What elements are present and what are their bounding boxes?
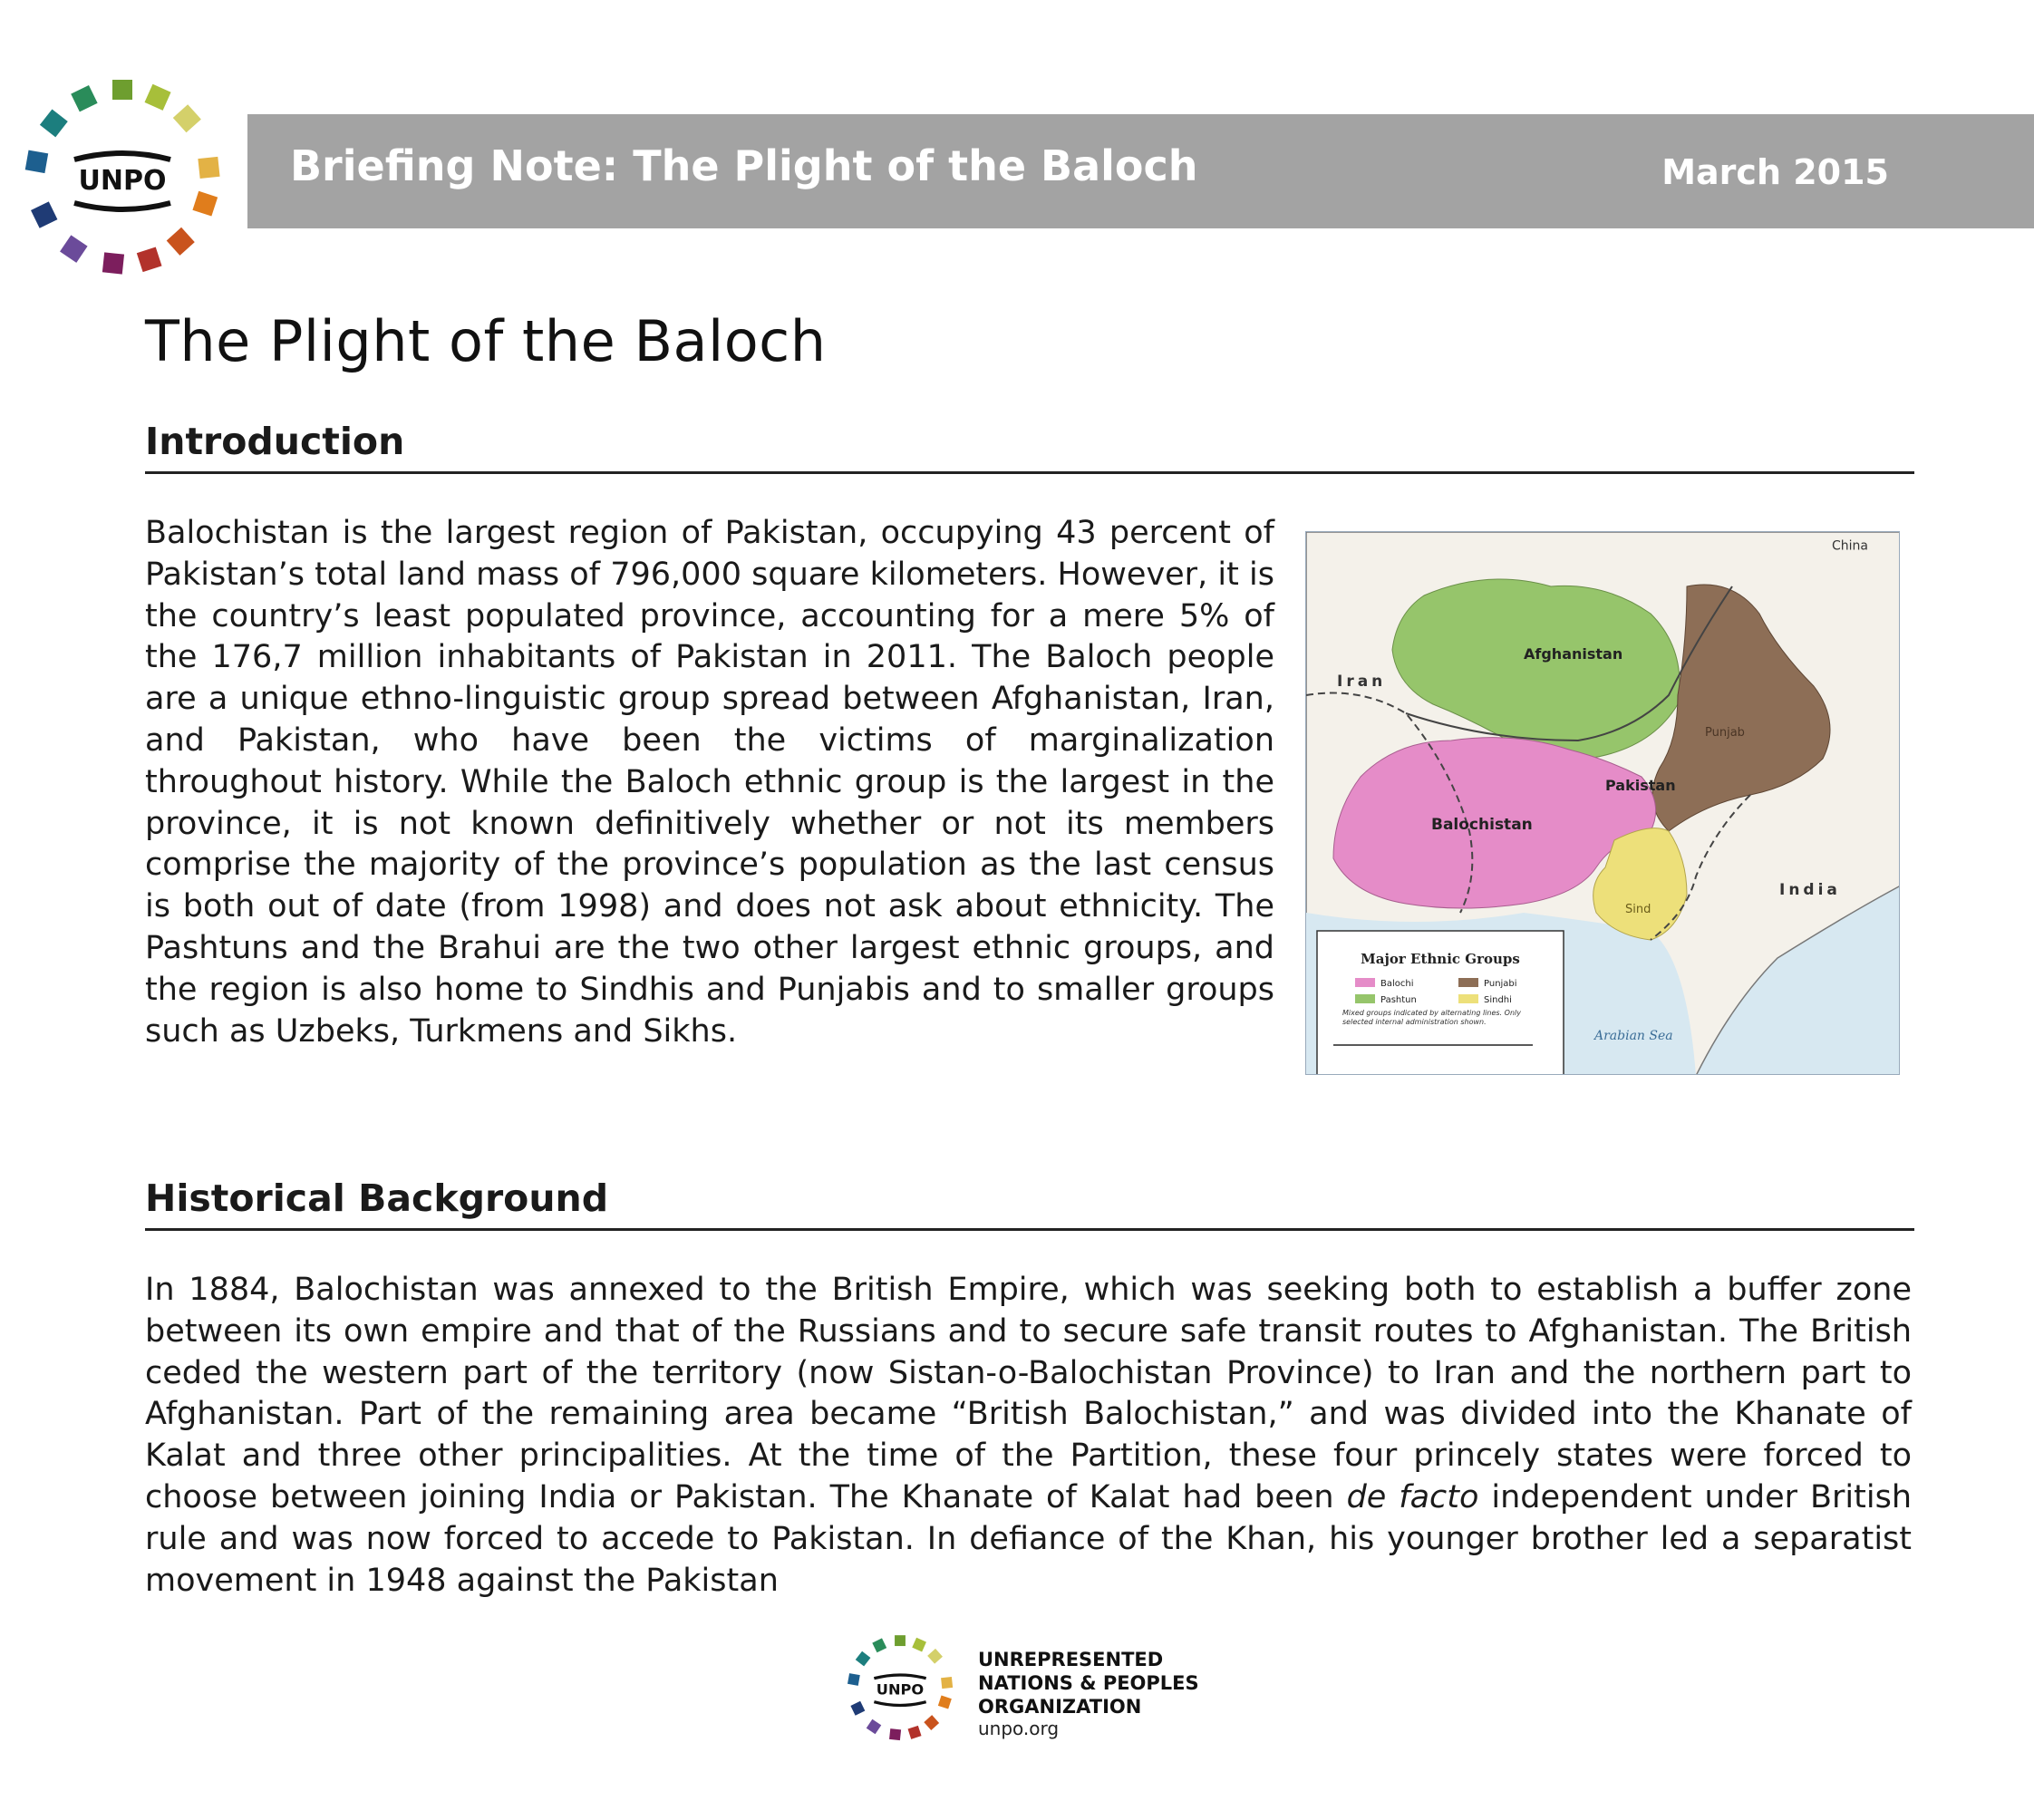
footer-org-line3: ORGANIZATION: [978, 1696, 1142, 1718]
legend-title: Major Ethnic Groups: [1361, 951, 1520, 967]
legend-label-punjabi: Punjabi: [1484, 979, 1517, 989]
section-heading-introduction: Introduction: [145, 420, 405, 463]
map-label-punjab: Punjab: [1705, 726, 1745, 740]
history-text-italic: de facto: [1346, 1478, 1479, 1515]
footer-unpo-logo: [846, 1633, 954, 1742]
header-bar: [247, 114, 2034, 228]
map-label-balochistan: Balochistan: [1431, 816, 1533, 834]
header-title: Briefing Note: The Plight of the Baloch: [290, 141, 1198, 190]
footer-org-line1: UNREPRESENTED: [978, 1649, 1164, 1670]
section-heading-history: Historical Background: [145, 1176, 609, 1220]
footer-logo-swoosh-bottom: [874, 1702, 925, 1706]
section-divider: [145, 1228, 1914, 1231]
unpo-logo: [22, 76, 223, 277]
map-label-india: India: [1779, 881, 1841, 899]
ethnic-groups-map: [1305, 531, 1900, 1075]
map-svg: [1306, 532, 1900, 1075]
introduction-paragraph: Balochistan is the largest region of Pakistan, occupying 43 percent of Pakistan’s total land mass of 796,000 square kilometers. However, it is the country’s least populated province, accounting for a mere 5% of the 176,7 million inhabitants of Pakistan in 2011. The Baloch people are a unique ethno-linguistic group spread between Afghanistan, Iran, and Pakistan, who have been the victims of marginalization throughout history. While the Baloch ethnic group is the largest in the province, it is not known definitively whether or not its members comprise the majority of the province’s population as the last census is both out of date (from 1998) and does not ask about ethnicity. The Pashtuns and the Brahui are the two other largest ethnic groups, and the region is also home to Sindhis and Punjabis and to smaller groups such as Uzbeks, Turkmens and Sikhs.: [145, 515, 1274, 1050]
legend-swatch-punjabi: [1458, 978, 1478, 987]
logo-text: UNPO: [78, 165, 167, 197]
history-paragraph: [145, 1270, 1912, 1602]
legend-swatch-pashtun: [1355, 994, 1375, 1003]
section-divider: [145, 471, 1914, 474]
map-label-iran: Iran: [1337, 673, 1387, 691]
logo-swoosh-bottom: [74, 203, 170, 209]
legend-note-wrap: [1342, 1009, 1542, 1036]
map-label-pakistan: Pakistan: [1605, 777, 1676, 794]
page-title: The Plight of the Baloch: [145, 308, 827, 374]
legend-label-balochi: Balochi: [1380, 979, 1414, 989]
map-label-arabian-sea: Arabian Sea: [1594, 1029, 1673, 1043]
footer-logo-swoosh-top: [874, 1675, 925, 1679]
footer-url[interactable]: unpo.org: [978, 1718, 1060, 1739]
history-text-start: In 1884, Balochistan was annexed to the British Empire, which was seeking both to establish a buffer zone between its own empire and that of the Russians and to secure safe transit routes to Afghanistan. The British ceded the western part of the territory (now Sistan-o-Balochistan Province) to Iran and the northern part to Afghanistan. Part of the remaining area became “British Balochistan,” and was divided into the Khanate of Kalat and three other principalities. At the time of the Partition, these four princely states were forced to choose between joining India or Pakistan. The Khanate of Kalat had been: [145, 1272, 1912, 1515]
map-label-china: China: [1832, 538, 1868, 554]
footer-logo-text: UNPO: [876, 1680, 925, 1699]
logo-swoosh-top: [74, 153, 170, 160]
legend-swatch-sindhi: [1458, 994, 1478, 1003]
header-date: March 2015: [1661, 152, 1889, 192]
map-label-afghanistan: Afghanistan: [1524, 645, 1623, 663]
map-legend: [1317, 931, 1564, 1075]
history-text-end: independent under British rule and was now forced to accede to Pakistan. In defiance of the Khan, his younger brother led a separatist movement in 1948 against the Pakistan: [145, 1478, 1912, 1599]
footer-org-line2: NATIONS & PEOPLES: [978, 1672, 1199, 1694]
footer-org-name: [978, 1648, 1199, 1718]
legend-label-pashtun: Pashtun: [1380, 995, 1417, 1005]
legend-label-sindhi: Sindhi: [1484, 995, 1512, 1005]
map-label-sind: Sind: [1625, 903, 1651, 916]
legend-swatch-balochi: [1355, 978, 1375, 987]
legend-note: Mixed groups indicated by alternating lines. Only selected internal administration shown.: [1342, 1009, 1521, 1026]
